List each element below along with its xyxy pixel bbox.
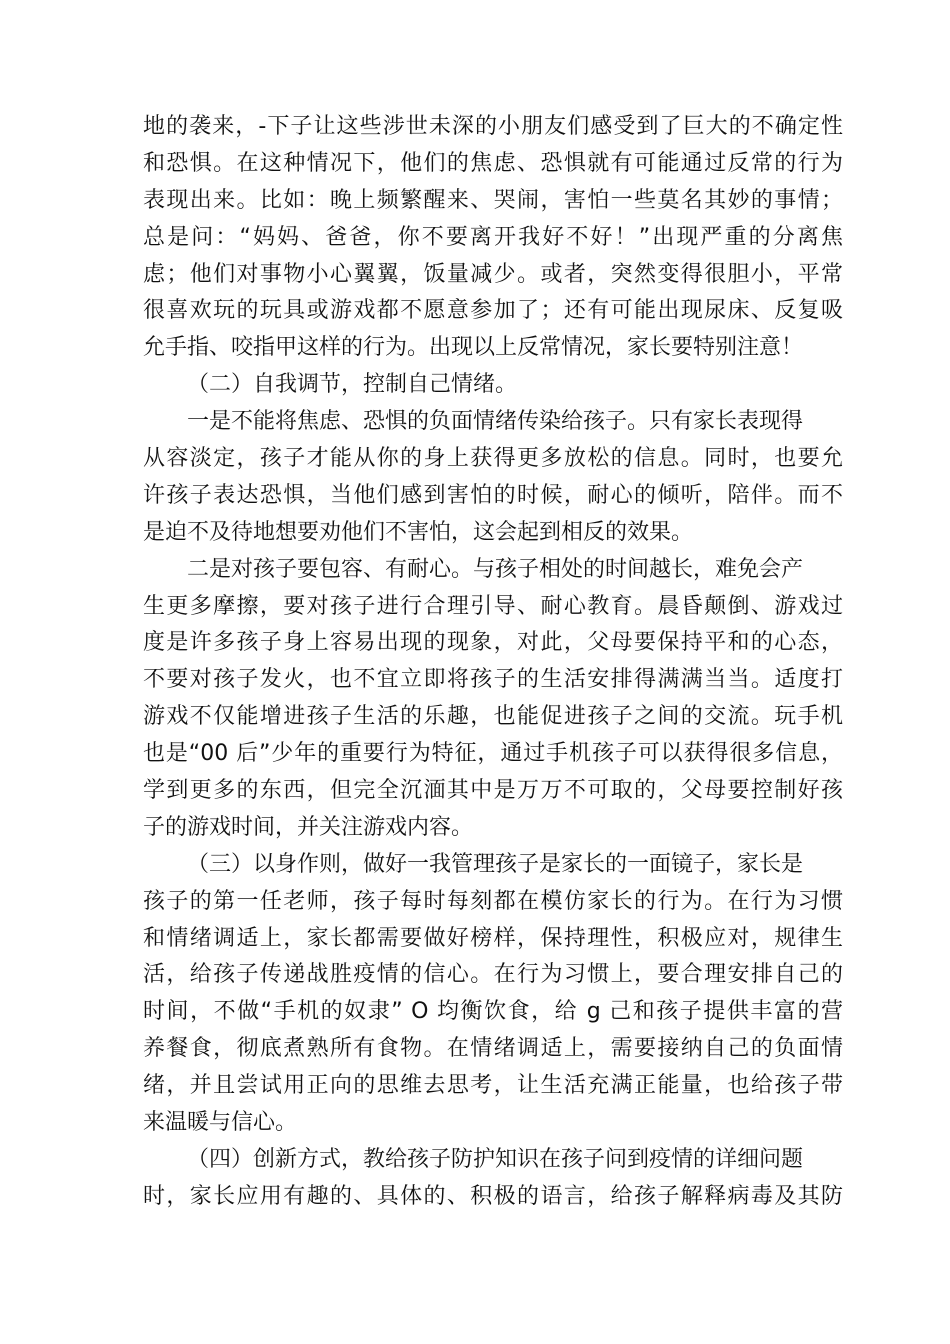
paragraph-line: 度是许多孩子身上容易出现的现象，对此，父母要保持平和的心态， [143,630,843,656]
paragraph-line: 地的袭来，-下子让这些涉世未深的小朋友们感受到了巨大的不确定性 [143,114,843,139]
paragraph-line: 一是不能将焦虑、恐惧的负面情绪传染给孩子。只有家长表现得 [187,409,804,435]
section-heading: （二）自我调节，控制自己情绪。 [187,372,518,398]
paragraph-line: 来温暖与信心。 [143,1110,298,1136]
paragraph-line: 学到更多的东西，但完全沉湎其中是万万不可取的，父母要控制好孩 [143,778,843,804]
paragraph-line: 时间，不做“手机的奴隶” O 均衡饮食，给 g 己和孩子提供丰富的营 [143,999,843,1025]
section-heading: （三）以身作则，做好一我管理孩子是家长的一面镜子，家长是 [187,851,804,877]
paragraph-line: 总是问：“妈妈、爸爸，你不要离开我好不好！”出现严重的分离焦 [143,224,843,250]
paragraph-line: 和恐惧。在这种情况下，他们的焦虑、恐惧就有可能通过反常的行为 [143,150,843,176]
section-heading: （四）创新方式，教给孩子防护知识在孩子问到疫情的详细问题 [187,1146,804,1172]
paragraph-line: 绪，并且尝试用正向的思维去思考，让生活充满正能量，也给孩子带 [143,1073,843,1099]
paragraph-line: 许孩子表达恐惧，当他们感到害怕的时候，耐心的倾听，陪伴。而不 [143,482,843,508]
paragraph-line: 二是对孩子要包容、有耐心。与孩子相处的时间越长，难免会产 [187,556,804,582]
paragraph-line: 是迫不及待地想要劝他们不害怕，这会起到相反的效果。 [143,519,694,545]
paragraph-line: 子的游戏时间，并关注游戏内容。 [143,814,474,840]
paragraph-line: 生更多摩擦，要对孩子进行合理引导、耐心教育。晨昏颠倒、游戏过 [143,593,843,619]
paragraph-line: 很喜欢玩的玩具或游戏都不愿意参加了；还有可能出现尿床、反复吸 [143,298,843,324]
paragraph-line: 和情绪调适上，家长都需要做好榜样，保持理性，积极应对，规律生 [143,925,843,951]
paragraph-line: 活，给孩子传递战胜疫情的信心。在行为习惯上，要合理安排自己的 [143,962,843,988]
paragraph-line: 孩子的第一任老师，孩子每时每刻都在模仿家长的行为。在行为习惯 [143,888,843,914]
paragraph-line: 从容淡定，孩子才能从你的身上获得更多放松的信息。同时，也要允 [143,446,843,472]
paragraph-line: 也是“00 后”少年的重要行为特征，通过手机孩子可以获得很多信息， [143,741,843,767]
paragraph-line: 时，家长应用有趣的、具体的、积极的语言，给孩子解释病毒及其防 [143,1183,843,1209]
paragraph-line: 表现出来。比如：晚上频繁醒来、哭闹，害怕一些莫名其妙的事情； [143,187,843,213]
paragraph-line: 养餐食，彻底煮熟所有食物。在情绪调适上，需要接纳自己的负面情 [143,1036,843,1062]
paragraph-line: 游戏不仅能增进孩子生活的乐趣，也能促进孩子之间的交流。玩手机 [143,704,843,730]
paragraph-line: 不要对孩子发火，也不宜立即将孩子的生活安排得满满当当。适度打 [143,667,843,693]
body-text [143,109,843,1216]
paragraph-line: 允手指、咬指甲这样的行为。出现以上反常情况，家长要特别注意！ [143,335,804,361]
paragraph-line: 虑；他们对事物小心翼翼，饭量减少。或者，突然变得很胆小，平常 [143,261,843,287]
